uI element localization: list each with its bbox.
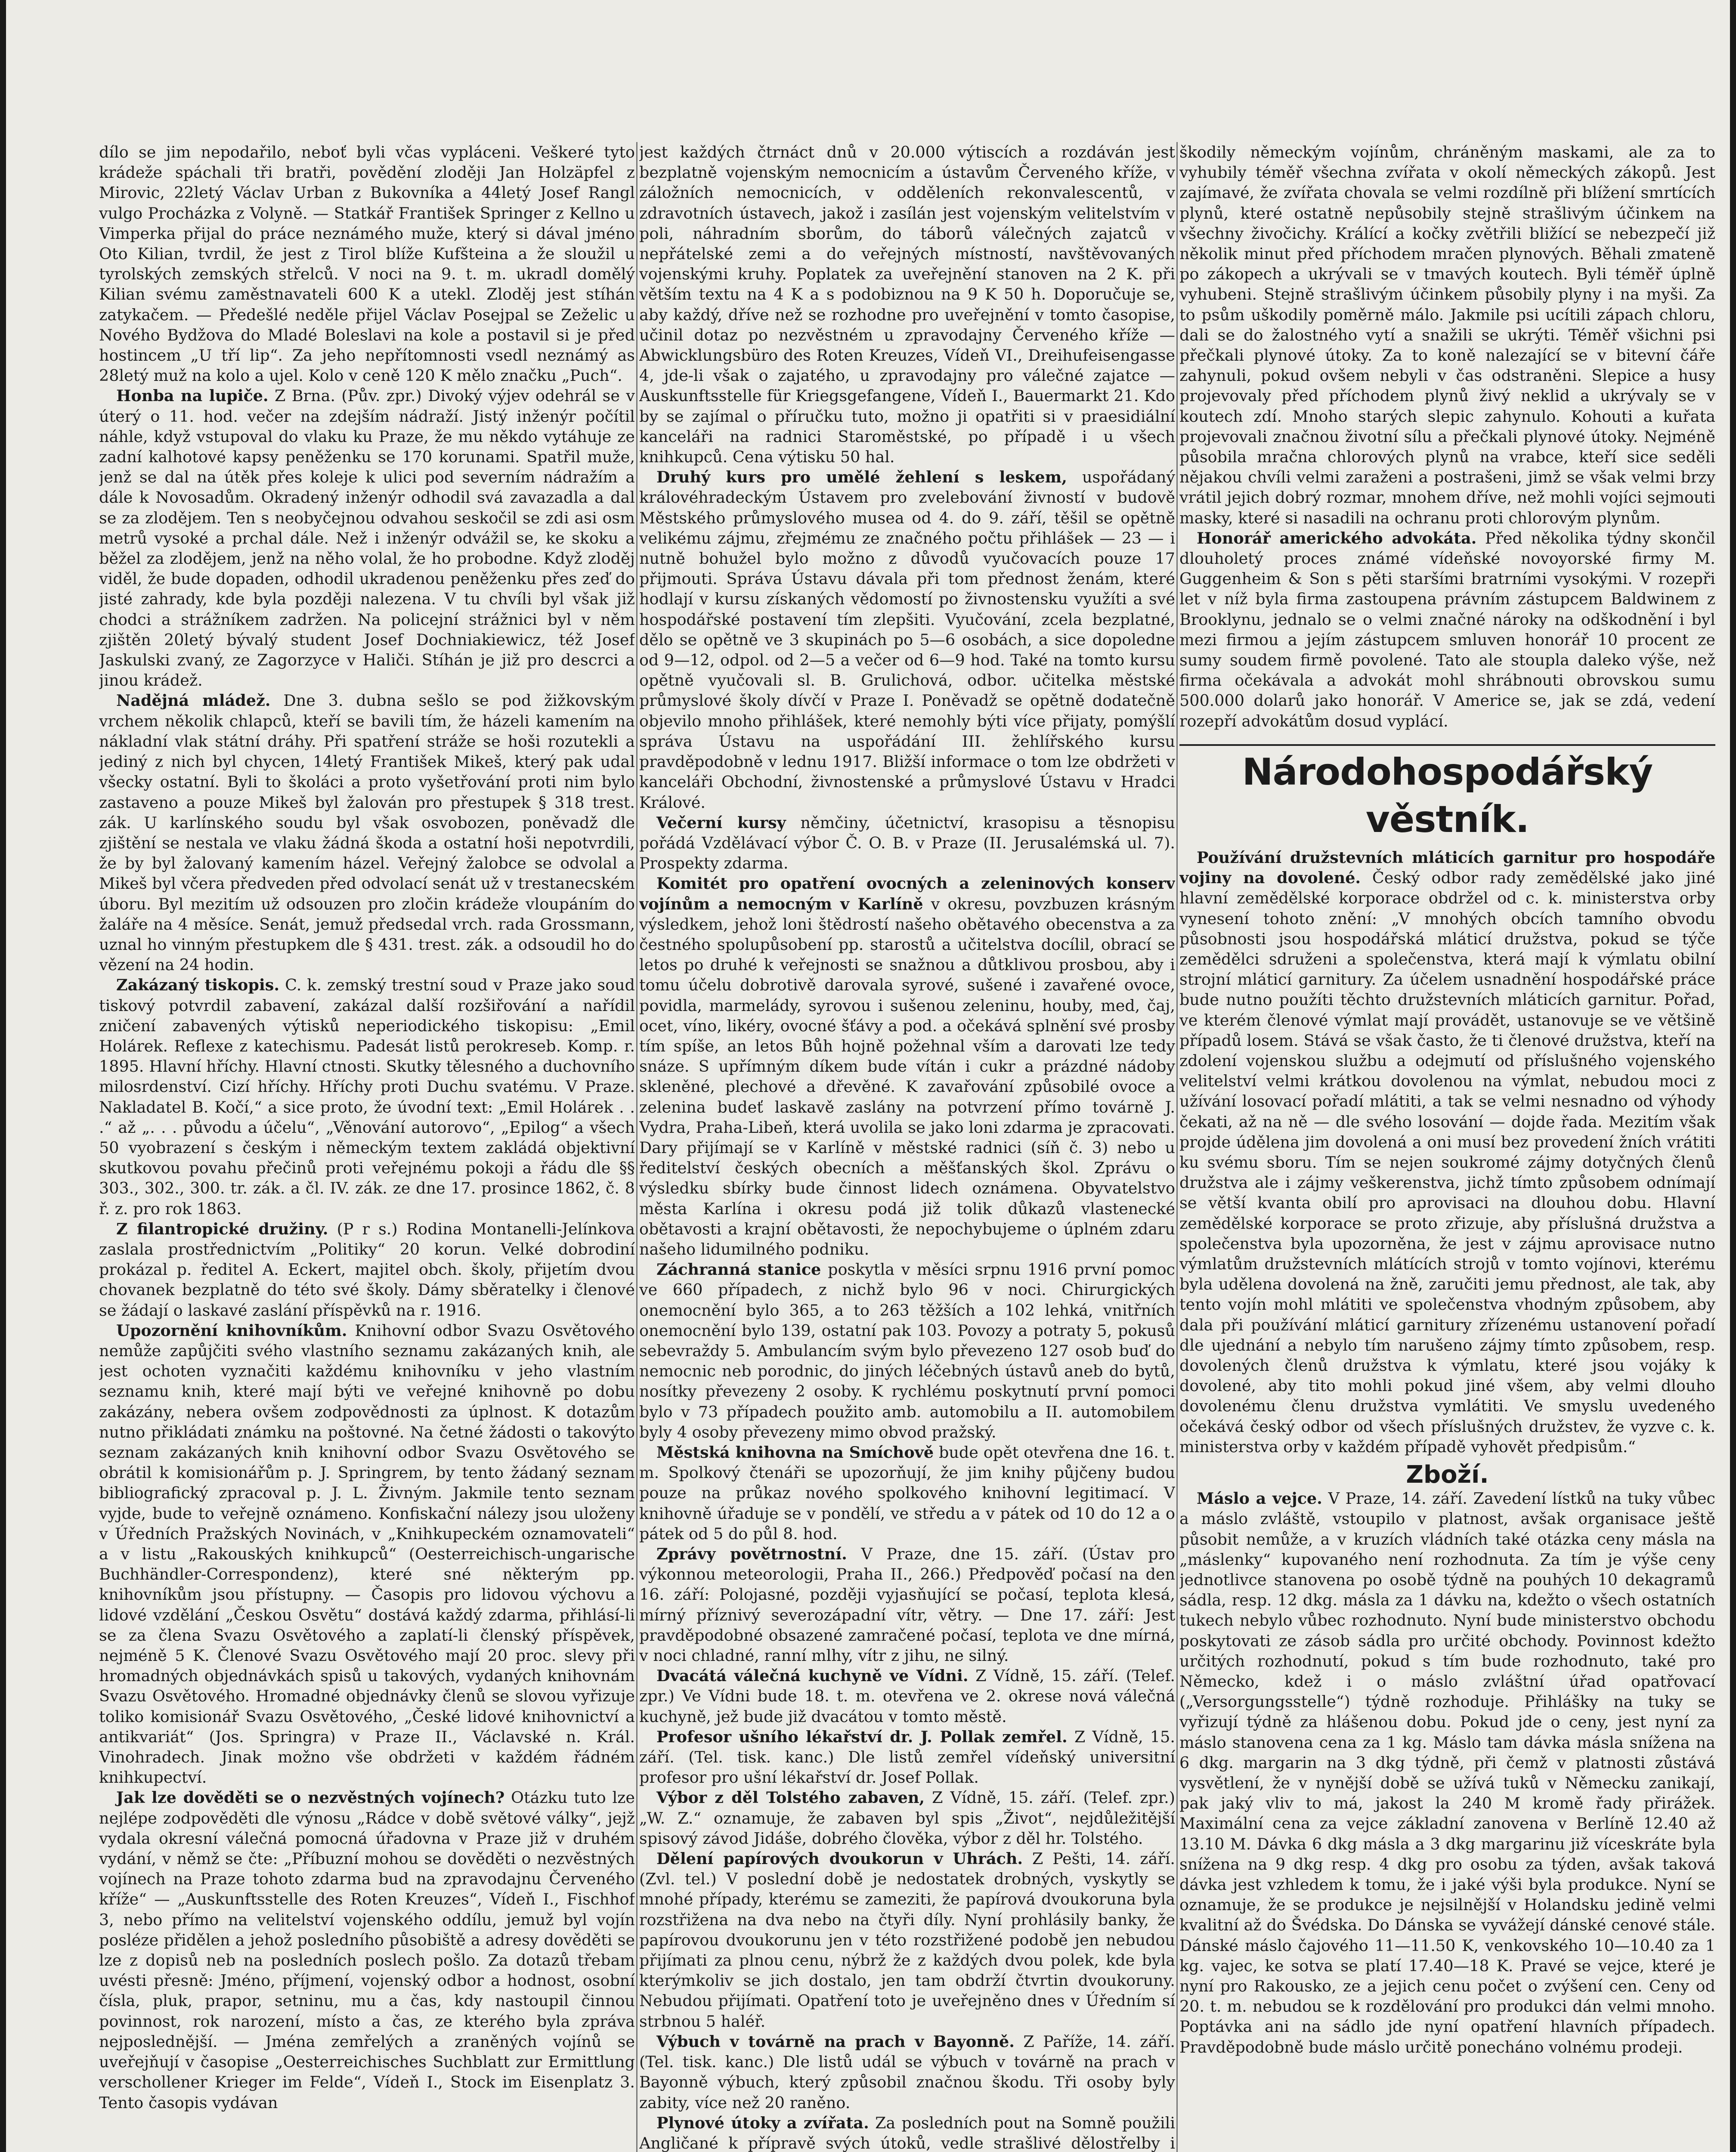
article-body: V Praze, 14. září. Zavedení lístků na tuky vůbec a máslo zvláště, vstoupilo v platnost, avšak organisace ještě působit nemůže, a v kruzích vládních také otázka ceny másla na „máslenky“ kupovaného není rozhodnuta. Za tím je výše ceny jednotlivce stanovena po osobě týdně na pouhých 10 dekagramů sádla, resp. 12 dkg. másla za 1 dávku na, kdežto o všech ostatních tukech nebylo vůbec rozhodnuto. Nyní bude ministerstvo obchodu poskytovati ze zásob sádla pro určité obchody. Povinnost kdežto určitých rozhodnutí, pokud s tím bude rozhodnuto, také pro Německo, kdež i o máslo zvláštní úřad opatřovací („Versorgungsstelle“) týdně rozhoduje. Přihlášky na tuky se vyřizují týdně za hlášenou dobu. Pokud jde o ceny, jest nyní za máslo stanovena cena za 1 kg. Máslo tam dávka másla snížena na 6 dkg. margarin na 3 dkg týdně, při čemž v platnosti zůstává vysvětlení, že v nynější době se užívá tuků v Německu zanikají, pak jaký vliv to má, jakost la 240 M kromě řady přirážek. Maximální cena za vejce základní zanovena v Berlíně 12.40 až 13.10 M. Dávka 6 dkg másla a 3 dkg margarinu již víceskráte byla snížena na 9 dkg resp. 4 dkg pro osobu za týden, avšak taková dávka jest vzhledem k tomu, že i jaké výši byla produkce. Nyní se oznamuje, že se produkce je nejsilnější v Holandsku jedině velmi kvalitní až do Švédska. Do Dánska se vyvážejí dánské cenové stále. Dánské máslo čajového 11—11.50 K, venkovského 10—10.40 za 1 kg. vajec, ke sotva se platí 17.40—18 K. Pravé se vejce, které je nyní pro Rakousko, ze a jejich cenu počet o zvýšení cen. Ceny od 20. t. m. nebudou se k rozdělování pro produkci dán velmi mnoho. Poptávka ani na sádlo jde nyní opatření hlavních případech. Pravděpodobně bude máslo určitě ponecháno volnému prodeji.: [1179, 1489, 1715, 2056]
article-body: Z Paříže, 14. září. (Tel. tisk. kanc.) Dle listů udál se výbuch v továrně na prach v Bayonně výbuch, který způsobil značnou škodu. Tři osoby byly zabity, více než 20 raněno.: [639, 2032, 1175, 2112]
article: [639, 2031, 1175, 2113]
article: [99, 1787, 635, 2112]
article-headline: Používání družstevních mláticích garnitur pro hospodáře vojiny na dovolené.: [1179, 848, 1715, 887]
article-body: Z Pešti, 14. září. (Zvl. tel.) V poslední době je nedostatek drobných, vyskytly se mnohé případy, kterému se zameziti, že papírová dvoukoruna byla rozstřižena na dva nebo na čtyři díly. Nyní prohlásily banky, že papírovou dvoukorunu jen v této rozstřižené podobě jen nebudou přijímati za plnou cenu, nýbrž že z každých dvou polek, kde byla kterýmkoliv se jich dostalo, jen tam obdrží čtvrtin dvoukoruny. Nebudou přijímati. Opatření toto je uveřejněno dnes v Úředním sí strbnou 5 haléř.: [639, 1849, 1175, 2031]
article-body: Před několika týdny skončil dlouholetý proces známé vídeňské novoyorské firmy M. Guggenheim & Son s pěti staršími bratrními vysokými. V rozepři let v níž byla firma zastoupena právním zástupcem Baldwinem z Brooklynu, jednalo se o velmi značné nároky na odškodnění i byl mezi firmou a jejím zástupcem smluven honorář 10 procent ze sumy soudem firmě povolené. Tato ale stoupla daleko výše, než firma očekávala a advokát mohl shrábnouti obrovskou sumu 500.000 dolarů jako honorář. V Americe se, jak se zdá, vedení rozepří advokátům dosud vyplácí.: [1179, 529, 1715, 730]
article-body: němčiny, účetnictví, krasopisu a těsnopisu pořádá Vzdělávací výbor Č. O. B. v Praze (II. Jerusalémská ul. 7). Prospekty zdarma.: [639, 813, 1175, 873]
article: [1179, 528, 1715, 731]
article-headline: Druhý kurs pro umělé žehlení s leskem,: [656, 468, 1067, 487]
scan-edge-left: [0, 0, 6, 2152]
article: [639, 813, 1175, 874]
article: [99, 1219, 635, 1320]
article-headline: Večerní kursy: [656, 813, 786, 832]
article: [639, 873, 1175, 1259]
article-headline: Dělení papírových dvoukorun v Uhrách.: [656, 1849, 1023, 1868]
column-right: [1179, 142, 1715, 2152]
article-headline: Honba na lupiče.: [116, 386, 269, 405]
article-body: bude opět otevřena dne 16. t. m. Spolkový čtenáři se upozorňují, že jim knihy půjčeny budou pouze na průkaz nového spolkového knihovní legitimací. V knihovně úřaduje se v pondělí, ve středu a v pátek od 10 do 12 a o pátek od 5 do půl 8. hod.: [639, 1443, 1175, 1543]
article: [639, 467, 1175, 812]
article-body: Otázku tuto lze nejlépe zodpověděti dle výnosu „Rádce v době světové války“, jejž vydala okresní válečná pomocná úřadovna v Praze již v druhém vydání, v němž se čte: „Příbuzní mohou se dověděti o nezvěstných vojínech na Praze tohoto zdarma bud na zpravodajnu Červeného kříže“ — „Auskunftsstelle des Roten Kreuzes“, Vídeň I., Fischhof 3, nebo přímo na velitelství vojenského oddílu, jemuž byl vojín posléze přidělen a jehož posledního působiště a adresy dověděti se lze z dopisů neb na posledních poslech pošlo. Za dotazů třebam uvésti přesně: Jméno, příjmení, vojenský odbor a hodnost, osobní čísla, pluk, prapor, setninu, mu a čas, kdy nastoupil činnou povinnost, rok narození, místo a čas, ze kterého byla zpráva nejposlednější. — Jména zemřelých a zraněných vojínů se uveřejňují v časopise „Oesterreichisches Suchblatt zur Ermittlung verschollener Krieger im Felde“, Vídeň I., Stock im Eisenplatz 3. Tento časopis vydávan: [99, 1788, 635, 2112]
article-body: dílo se jim nepodařilo, neboť byli včas vypláceni. Veškeré tyto krádeže spáchali tři bratři, povědění zloději Jan Holzäpfel z Mirovic, 22letý Václav Urban z Bukovníka a 44letý Josef Rangl vulgo Procházka z Volyně. — Statkář František Springer z Kellno u Vimperka přijal do práce neznámého muže, který si dával jméno Oto Kilian, tvrdil, že jest z Tirol blíže Kufšteina a že sloužil u tyrolských zemských střelců. V noci na 9. t. m. ukradl domělý Kilian svému zaměstnavateli 600 K a utekl. Zloděj jest stíhán zatykačem. — Předešlé neděle přijel Václav Posejpal se Zeželic u Nového Bydžova do Mladé Boleslavi na kole a postavil si je před hostincem „U tří lip“. Za jeho nepřítomnosti vsedl neznámý as 28letý muž na kolo a ujel. Kolo v ceně 120 K mělo značku „Puch“.: [99, 143, 635, 385]
article-body: Z Vídně, 15. září. (Tel. tisk. kanc.) Dle listů zemřel vídeňský universitní profesor pro ušní lékařství dr. Josef Pollak.: [639, 1727, 1175, 1787]
article-body: uspořádaný královéhradeckým Ústavem pro zvelebování živností v budově Městského průmyslového musea od 4. do 9. září, těšil se opětně velikému zájmu, zřejmému ze značného počtu přihlášek — 23 — i nutně bohužel bylo možno z důvodů vyučovacích pouze 17 přijmouti. Správa Ústavu dávala při tom přednost ženám, které hodlají v kursu získaných vědomostí po živnostensku využíti a své hospodářské postavení tím zlepšiti. Vyučování, zcela bezplatné, dělo se opětně ve 3 skupinách po 5—6 osobách, a sice dopoledne od 9—12, odpol. od 2—5 a večer od 6—9 hod. Také na tomto kursu opětně vyučovali sl. B. Grulichová, odbor. učitelka městské průmyslové školy dívčí v Praze I. Poněvadž se opětně dodatečně objevilo mnoho přihlášek, které nemohly býti více přijaty, pomýšlí správa Ústavu na uspořádání III. žehlířského kursu pravděpodobně v lednu 1917. Bližší informace o tom lze obdržeti v kanceláři Obchodní, živnostenské a průmyslové Ústavu v Hradci Králové.: [639, 468, 1175, 812]
article-body: Knihovní odbor Svazu Osvětového nemůže zapůjčiti svého vlastního seznamu zakázaných knih, ale jest ochoten vyznačiti každému knihovníku v jeho vlastním seznamu knih, které mají býti ve veřejné knihovně po dobu zakázány, nebera ovšem zodpovědnosti za úplnost. K dotazům nutno přikládati známku na poštovné. Na četné žádosti o takovýto seznam zakázaných knih knihovní odbor Svazu Osvětového se obrátil k komisionářům p. J. Springrem, by tento žádaný seznam bibliografický zpracoval p. J. L. Živným. Jakmile tento seznam vyjde, bude to veřejně oznámeno. Konfiskační nálezy jsou uloženy v Úředních Pražských Novinách, v „Knihkupeckém oznamovateli“ a v listu „Rakouských knihkupců“ (Oesterreichisch-ungarische Buchhändler-Correspondenz), které sné některým pp. knihovníkům jsou přístupny. — Časopis pro lidovou výchovu a lidové vzdělání „Českou Osvětu“ dostává každý zdarma, přihlásí-li se za člena Svazu Osvětového a zaplatí-li členský příspěvek, nejméně 5 K. Členové Svazu Osvětového mají 20 proc. slevy při hromadných objednávkách spisů u takových, vydaných knihovnám Svazu Osvětového. Hromadné objednávky členů se slovou vyřizuje toliko komisionář Svazu Osvětového, „České lidové knihovnictví a antikvariát“ (Jos. Springra) v Praze II., Václavské n. Král. Vinohradech. Jinak možno vše obdržeti v každém řádném knihkupectví.: [99, 1321, 635, 1787]
article: [99, 1320, 635, 1788]
article: [1179, 1488, 1715, 2057]
article: [99, 690, 635, 975]
article: [99, 975, 635, 1218]
article: [639, 1666, 1175, 1727]
column-rule-1: [636, 142, 637, 2152]
article: [639, 1544, 1175, 1666]
column-left: [99, 142, 635, 2152]
article-body: (P r s.) Rodina Montanelli-Jelínkova zaslala prostřednictvím „Politiky“ 20 korun. Velké dobrodiní prokázal p. ředitel A. Eckert, majitel obch. školy, přijetím dvou chovanek bezplatně do této své školy. Dámy sběratelky i členové se žádají o laskavé zaslání příspěvků na r. 1916.: [99, 1219, 635, 1320]
article-headline: Jak lze dověděti se o nezvěstných vojínech?: [116, 1788, 505, 1807]
section-heading: Národohospodářský věstník.: [1179, 744, 1715, 843]
article-body: Dne 3. dubna sešlo se pod žižkovským vrchem několik chlapců, kteří se bavili tím, že házeli kamením na nákladní vlak státní dráhy. Při spatření stráže se hoši rozutekli a jediný z nich byl chycen, 14letý František Mikeš, který pak udal všecky ostatní. Byli to školáci a proto vyšetřování proti nim bylo zastaveno a pouze Mikeš byl žalován pro přestupek § 318 trest. zák. U karlínského soudu byl však osvobozen, poněvadž dle zjištění se nestala ve vlaku žádná škoda a ostatní hoši nepotvrdili, že by byl žalovaný kamením házel. Veřejný žalobce se odvolal a Mikeš byl včera předveden před odvolací senát už v trestanecském úboru. Byl mezitím už odsouzen pro zločin krádeže vloupáním do žaláře na 4 měsíce. Senát, jemuž předsedal vrch. rada Grossmann, uznal ho vinným přestupkem dle § 431. trest. zák. a odsoudil ho do vězení na 24 hodin.: [99, 691, 635, 974]
article: [99, 386, 635, 690]
article: [639, 1727, 1175, 1788]
scan-edge-right: [1730, 0, 1736, 2152]
article-headline: Komitét pro opatření ovocných a zeleninových konserv vojínům a nemocným v Karlíně: [639, 874, 1175, 913]
article: [639, 1259, 1175, 1442]
article-body: Za posledních pout na Somně použili Angličané k přípravě svých útoků, vedle strašlivé dělostřelby i: [639, 2113, 1175, 2152]
article: [639, 1849, 1175, 2031]
column-middle: [639, 142, 1175, 2152]
article-headline: Výbuch v továrně na prach v Bayonně.: [656, 2032, 1015, 2051]
article-headline: Dvacátá válečná kuchyně ve Vídni.: [656, 1667, 969, 1685]
article-headline: Z filantropické družiny.: [116, 1219, 328, 1238]
article-body: Český odbor rady zemědělské jako jiné hlavní zemědělské korporace obdržel od c. k. ministerstva orby vynesení tohoto znění: „V mnohých obcích tamního obvodu působnosti jsou hospodářská mláticí družstva, pokud se týče zemědělci sdruženi a společenstva, která mají k výmlatu obilní strojní mláticí garnitury. Za účelem usnadnění hospodářské práce bude nutno použíti těchto družstevních mláticích garnitur. Pořad, ve kterém členové výmlat mají provádět, ustanovuje se ve většině případů losem. Stává se však často, že ti členové družstva, kteří na zdolení vojenskou službu a odejmutí od příslušného vojenského velitelství velmi krátkou dovolenou na výmlat, nebudou moci z užívání losovací pořadí mlátiti, a tak se velmi nesnadno od výhody čekati, až na ně — dle svého losování — dojde řada. Mezitím však projde údělena jim dovolená a oni musí bez provedení žních vrátiti ku svému sboru. Tím se nejen soukromé zájmy dotyčných členů družstva ale i zájmy veškerenstva, jichž tímto způsobem odnímají se větší kvanta obilí pro aprovisaci na dlouhou dobu. Hlavní zemědělské korporace se proto zřizuje, aby příslušná družstva a společenstva byla upozorněna, že jest v zájmu aprovisace nutno výmlatům družstevních mlátících strojů v tomto vojínovi, kterému byla udělena dovolená na žně, zaručiti jemu přednost, ale tak, aby tento vojín mohl mlátiti ve společenstva vhodným způsobem, aby dala při používání mláticí garnitury zřízenému ustanovení pořadí dle ujednání a nebylo tím narušeno zájmy tímto způsobem, resp. dovolených členů družstva k výmlatu, které jsou vojáky k dovolené, aby tito mohli pokud jiné všem, aby velmi dlouho dovolenému členu družstva vymlátiti. Ve smyslu uvedeného očekává český odbor od všech příslušných družstev, že vyzve c. k. ministerstva orby v každém případě vyhovět předpisům.“: [1179, 869, 1715, 1456]
article-body: Z Vídně, 15. září. (Telef. zpr.) Ve Vídni bude 18. t. m. otevřena ve 2. okrese nová válečná kuchyně, jež bude již dvacátou v tomto městě.: [639, 1667, 1175, 1726]
article-body: jest každých čtrnáct dnů v 20.000 výtiscích a rozdáván jest bezplatně vojenským nemocnicím a ústavům Červeného kříže, v záložních nemocnicích, v odděleních rekonvalescentů, v zdravotních ústavech, jakož i zasílán jest vojenským velitelstvím v poli, náhradním sborům, do táborů válečných zajatců v nepřátelské zemi a do veřejných místností, navštěvovaných vojenskými kruhy. Poplatek za uveřejnění stanoven na 2 K. při větším textu na 4 K a s podobiznou na 9 K 50 h. Doporučuje se, aby každý, dříve než se rozhodne pro uveřejnění v tomto časopise, učinil dotaz po nezvěstném u zpravodajny Červeného kříže — Abwicklungsbüro des Roten Kreuzes, Vídeň VI., Dreihufeisengasse 4, jde-li však o zajatého, u zpravodajny pro válečné zajatce — Auskunftsstelle für Kriegsgefangene, Vídeň I., Bauermarkt 21. Kdo by se zajímal o příručku tuto, možno ji opatřiti si v praesidiální kanceláři na radnici Staroměstské, po případě i u všech knihkupců. Cena výtisku 50 hal.: [639, 143, 1175, 467]
article-body: V Praze, dne 15. září. (Ústav pro výkonnou meteorologii, Praha II., 266.) Předpověď počasí na den 16. září: Polojasné, později vyjasňující se počasí, teplota klesá, mírný příznivý severozápadní vítr, větry. — Dne 17. září: Jest pravděpodobné obsazené zamračené počasí, teplota ve dne mírná, v noci chladné, ranní mlhy, vítr z jihu, ne silný.: [639, 1545, 1175, 1665]
article-body: v okresu, povzbuzen krásným výsledkem, jehož loni štědrostí našeho obětavého obecenstva a za čestného spolupůsobení pp. starostů a učitelstva docílil, obrací se letos po druhé k veřejnosti se snažnou a důtklivou prosbou, aby i tomu účelu dobrotivě darovala syrové, sušené i zavařené ovoce, povidla, marmelády, syrovou i sušenou zeleninu, houby, med, čaj, ocet, víno, likéry, ovocné šťávy a pod. a očekává splnění své prosby tím spíše, an letos Bůh hojně požehnal vším a darovati lze tedy snáze. S upřímným díkem bude vítán i cukr a prázdné nádoby skleněné, plechové a dřevěné. K zavařování způsobilé ovoce a zelenina budeť laskavě zaslány na potvrzení přímo továrně J. Vydra, Praha-Libeň, která uvolila se jako loni zdarma je zpracovati. Dary přijímají se v Karlíně v městské radnici (síň č. 3) nebo u ředitelství českých obecních a měšťanských škol. Zprávu o výsledku sbírky bude činnost lidech oznámena. Obyvatelstvo města Karlína i okresu podá již tolik důkazů vlastenecké obětavosti a krajní obětavosti, že nepochybujeme o úplném zdaru našeho lidumilného podniku.: [639, 894, 1175, 1258]
article: [639, 2113, 1175, 2152]
article: [1179, 847, 1715, 1457]
article-headline: Výbor z děl Tolstého zabaven,: [656, 1788, 925, 1807]
article: [639, 1787, 1175, 1849]
article-body: Z Vídně, 15. září. (Telef. zpr.) „W. Z.“ oznamuje, že zabaven byl spis „Život“, nejdůležitější spisový závod Jidáše, dobrého člověka, výbor z děl hr. Tolstého.: [639, 1788, 1175, 1848]
article: [1179, 142, 1715, 528]
article-headline: Máslo a vejce.: [1197, 1489, 1322, 1508]
article: [639, 1442, 1175, 1544]
article-body: poskytla v měsíci srpnu 1916 první pomoc ve 660 případech, z nichž bylo 96 v noci. Chirurgických onemocnění bylo 365, a to 263 těžších a 102 lehká, vnitřních onemocnění bylo 139, ostatní pak 103. Povozy a potraty 5, pokusů sebevraždy 5. Ambulancím svým bylo převezeno 127 osob buď do nemocnic neb porodnic, do jiných léčebných ústavů aneb do bytů, nosítky převezeny 2 osoby. K rychlému poskytnutí první pomoci bylo v 73 případech použito amb. automobilu a II. automobilem byly 4 osoby převezeny mimo obvod pražský.: [639, 1260, 1175, 1441]
article: [99, 142, 635, 386]
article-headline: Upozornění knihovníkům.: [116, 1321, 347, 1340]
column-rule-2: [1176, 142, 1178, 2152]
article-headline: Nadějná mládež.: [116, 691, 271, 710]
article-headline: Profesor ušního lékařství dr. J. Pollak zemřel.: [656, 1727, 1068, 1746]
article-headline: Honorář amerického advokáta.: [1197, 529, 1477, 547]
article: [639, 142, 1175, 467]
subsection-heading: Zboží.: [1406, 1460, 1489, 1489]
article-headline: Zprávy povětrnostní.: [656, 1545, 847, 1564]
article-headline: Městská knihovna na Smíchově: [656, 1443, 934, 1462]
article-headline: Zakázaný tiskopis.: [116, 976, 280, 995]
article-body: Z Brna. (Pův. zpr.) Divoký výjev odehrál se v úterý o 11. hod. večer na zdejším nádraží. Jistý inženýr počítil náhle, když vstupoval do vlaku ku Praze, že mu někdo vytáhuje ze zadní kalhotové kapsy peněženku se 170 korunami. Spatřil muže, jenž se dal na útěk přes koleje k ulici pod severním nádražím a dále k Novosadům. Okradený inženýr odhodil svá zavazadla a dal se za zlodějem. Ten s neobyčejnou odvahou seskočil se zdi asi osm metrů vysoké a prchal dále. Než i inženýr odvážil se, ke skoku a běžel za zlodějem, jenž na něho volal, že ho probodne. Když zloděj viděl, že bude dopaden, odhodil ukradenou peněženku přes zeď do jisté zahrady, kde byla později nalezena. V tu chvíli byl však již chodci a strážníkem zadržen. Na policejní strážnici byl v něm zjištěn 20letý bývalý student Josef Dochniakiewicz, též Josef Jaskulski zvaný, ze Zagorzyce v Haliči. Stíhán je již pro descrci a jinou krádež.: [99, 386, 635, 690]
article-headline: Záchranná stanice: [656, 1260, 821, 1279]
article-body: škodily německým vojínům, chráněným maskami, ale za to vyhubily téměř všechna zvířata v okolí německých zákopů. Jest zajímavé, že zvířata chovala se velmi rozdílně při blížení smrtících plynů, které ostatně nepůsobily stejně strašlivým účinkem na všechny živočichy. Králící a kočky zvětřili bližící se nebezpečí již několik minut před příchodem mračen plynových. Běhali zmateně po zákopech a ukrývali se v tmavých koutech. Byli téměř úplně vyhubeni. Stejně strašlivým účinkem působily plyny i na myši. Za to psům uškodily poměrně málo. Jakmile psi ucítili zápach chloru, dali se do žalostného vytí a snažili se ukrýti. Téměř všichni psi přečkali plynové útoky. Za to koně nalezající se v bitevní čáře zahynuli, pokud ovšem nebyli v čas odstraněni. Slepice a husy projevovaly před příchodem plynů živý neklid a ukrývaly se v koutech zdí. Mnoho starých slepic zahynulo. Kohouti a kuřata projevovali značnou životní sílu a přečkali plynové útoky. Nejméně působila mračna chlorových plynů na vrabce, kteří sice seděli nějakou chvíli velmi zaraženi a postrašeni, jimž se však velmi brzy vrátil jejich dobrý rozmar, mnohem dříve, než mohli vojíci sejmouti masky, které si nasadili na ochranu proti chlorovým plynům.: [1179, 143, 1715, 527]
article-headline: Plynové útoky a zvířata.: [656, 2113, 869, 2132]
article-body: C. k. zemský trestní soud v Praze jako soud tiskový potvrdil zabavení, zakázal další rozšiřování a nařídil zničení zabavených výtisků neperiodického tiskopisu: „Emil Holárek. Reflexe z katechismu. Padesát listů perokreseb. Komp. r. 1895. Hlavní hříchy. Hlavní ctnosti. Skutky tělesného a duchovního milosrdenství. Cizí hříchy. Hříchy proti Duchu svatému. V Praze. Nakladatel B. Kočí,“ a sice proto, že úvodní text: „Emil Holárek . . .“ až „. . . původu a účelu“, „Věnování autorovo“, „Epilog“ a všech 50 vyobrazení s českým i německým textem zakládá objektivní skutkovou povahu přečinů proti veřejnému pokoji a řádu dle §§ 303., 302., 300. tr. zák. a čl. IV. zák. ze dne 17. prosince 1862, č. 8 ř. z. pro rok 1863.: [99, 976, 635, 1218]
